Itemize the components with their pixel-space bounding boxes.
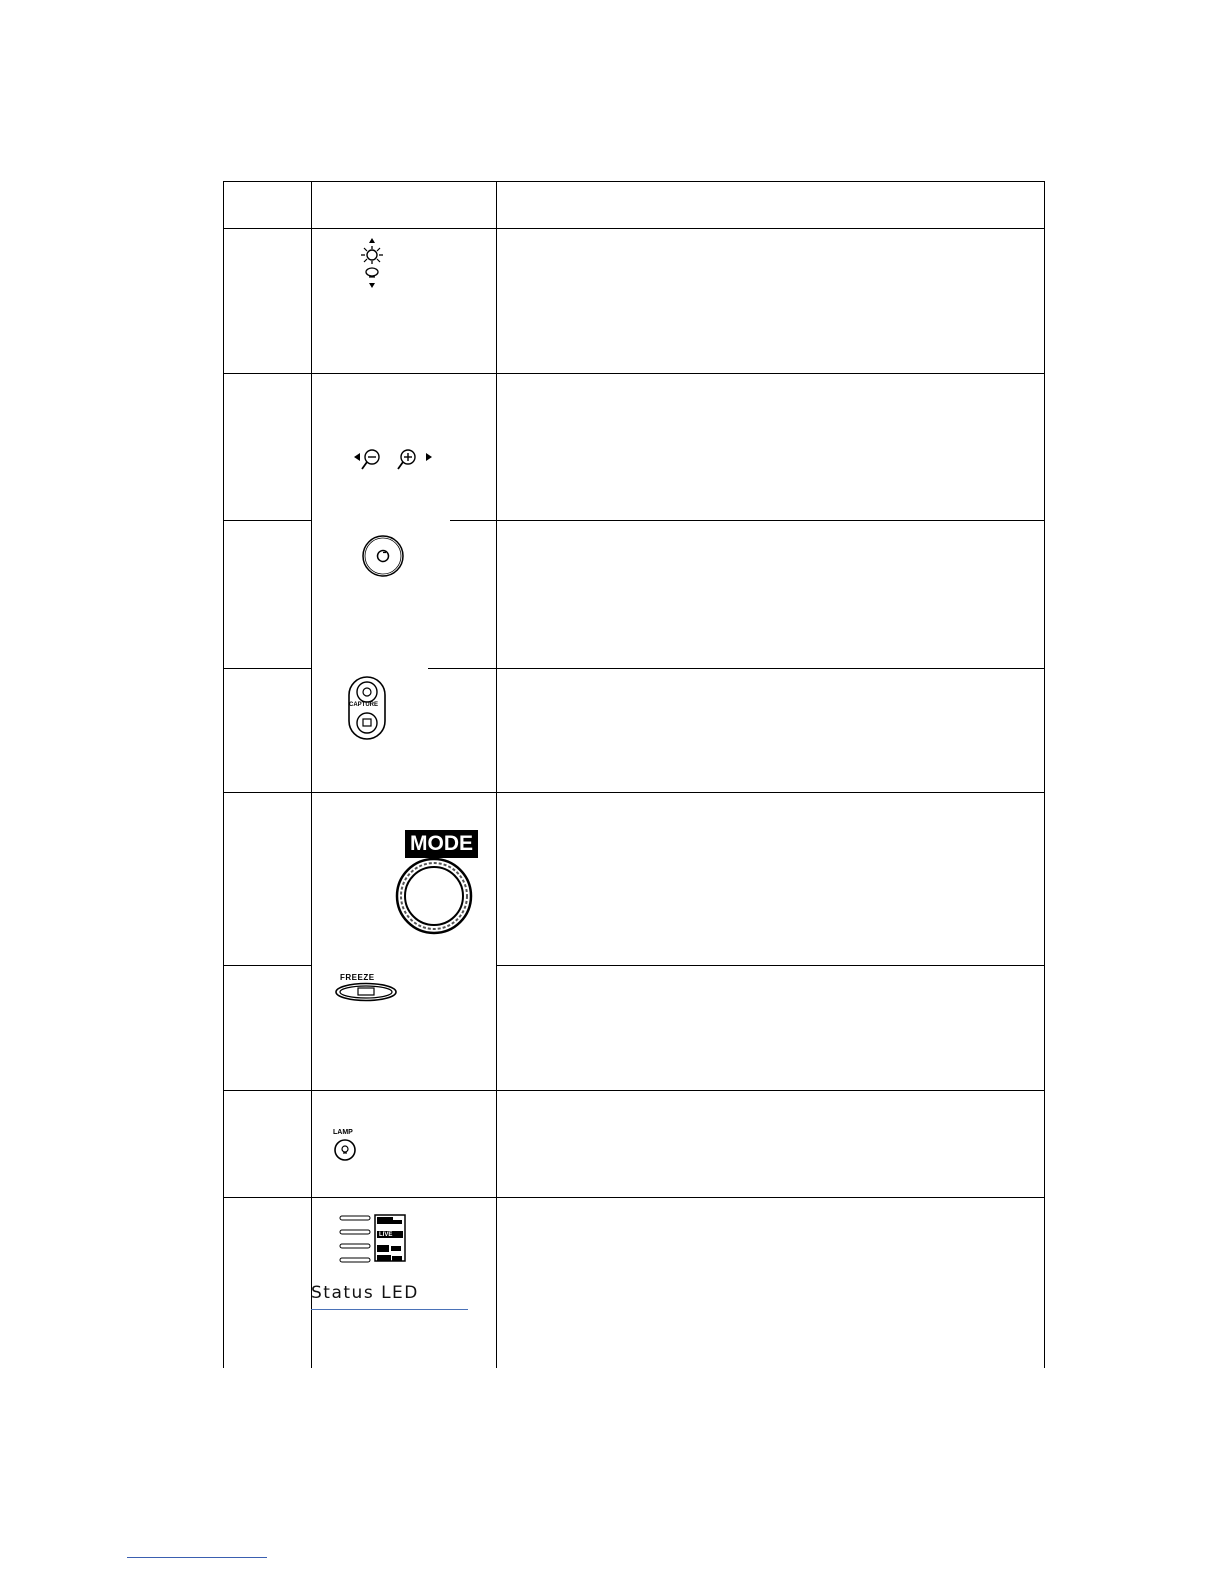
brightness-icon <box>354 238 394 290</box>
row-divider-4 <box>223 792 1044 793</box>
mode-label: MODE <box>405 830 478 858</box>
row-divider-5a <box>223 965 311 966</box>
table-border-top <box>223 181 1044 182</box>
mode-knob-icon <box>392 856 478 936</box>
capture-label: CAPTURE <box>349 702 379 708</box>
row-divider-3b <box>428 668 1044 669</box>
freeze-label: FREEZE <box>340 973 375 982</box>
row-divider-7 <box>223 1197 1044 1198</box>
round-button-icon <box>360 533 406 579</box>
table-border-left <box>223 181 224 1368</box>
table-border-right <box>1044 181 1045 1368</box>
row-divider-2b <box>450 520 1044 521</box>
row-divider-1 <box>223 373 1044 374</box>
footer-link-underline <box>127 1557 267 1558</box>
status-live-label: LIVE <box>379 1232 393 1238</box>
status-led-underline <box>311 1309 468 1310</box>
zoom-out-in-icon <box>354 447 434 473</box>
row-divider-3a <box>223 668 311 669</box>
header-row-divider <box>223 228 1044 229</box>
capture-buttons-icon <box>346 675 390 741</box>
lamp-label: LAMP <box>333 1129 353 1136</box>
row-divider-5b <box>496 965 1044 966</box>
status-led-label: Status LED <box>311 1283 419 1303</box>
column-divider-1 <box>311 181 312 1368</box>
row-divider-6 <box>223 1090 1044 1091</box>
status-led-indicators <box>340 1215 410 1265</box>
column-divider-2 <box>496 181 497 1368</box>
row-divider-2a <box>223 520 311 521</box>
lamp-button-icon <box>333 1138 357 1162</box>
freeze-button-icon <box>334 982 400 1002</box>
